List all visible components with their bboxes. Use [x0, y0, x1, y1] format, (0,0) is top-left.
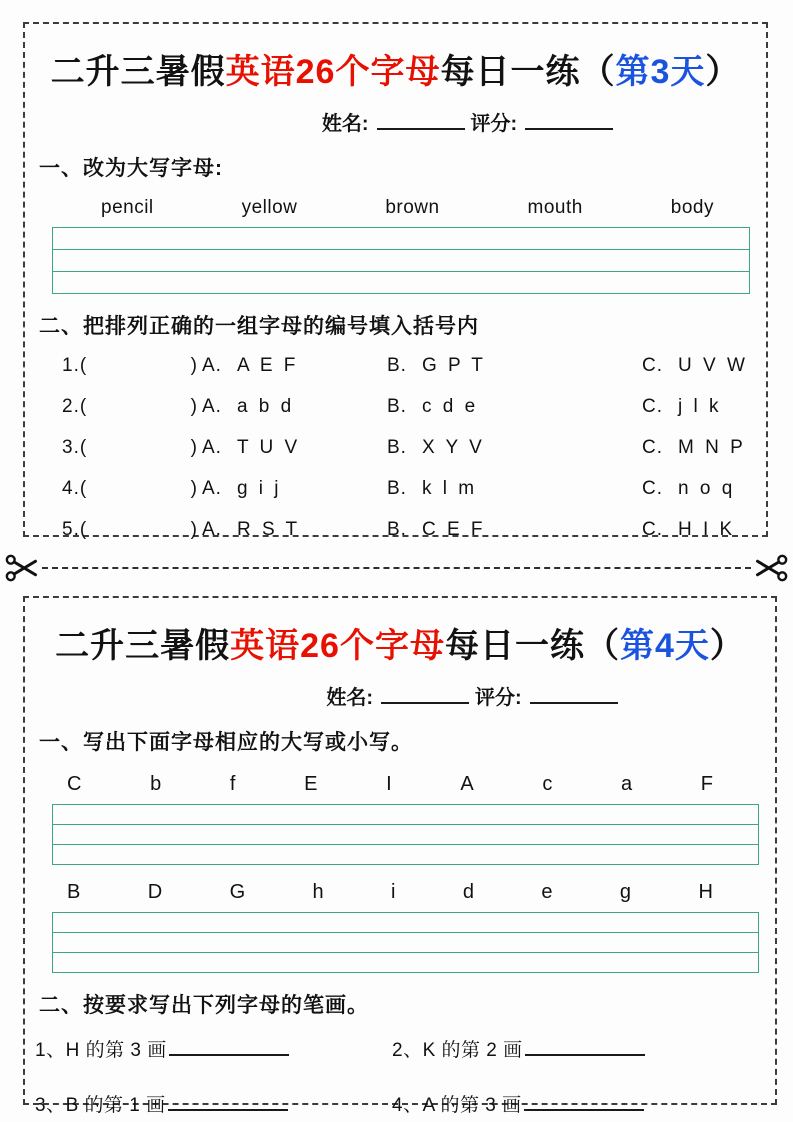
- stroke-item: [392, 1035, 775, 1062]
- stroke-blank: [524, 1090, 644, 1111]
- question-row: [25, 355, 766, 377]
- stroke-question-list: [25, 1035, 775, 1117]
- name-score-line: [25, 107, 766, 136]
- option-letters: G P T: [421, 355, 486, 376]
- option-b: [387, 437, 642, 459]
- name-blank: [377, 109, 465, 130]
- paren-close: ): [190, 355, 198, 376]
- option-label: A.: [202, 478, 222, 499]
- option-c: [642, 396, 766, 418]
- letter-item: b: [150, 773, 162, 795]
- option-c: [642, 355, 766, 377]
- question-number-cell: [62, 396, 202, 418]
- question-number: 4.: [62, 478, 80, 499]
- letter-item: d: [462, 881, 475, 903]
- title-paren-open: （: [584, 627, 620, 665]
- option-a: [202, 437, 387, 459]
- option-label: B.: [387, 478, 407, 499]
- writing-grid: [52, 227, 750, 294]
- option-label: B.: [387, 519, 407, 540]
- option-letters: U V W: [678, 355, 748, 376]
- name-score-line: [25, 681, 775, 710]
- option-c: [642, 437, 766, 459]
- option-label: A.: [202, 396, 222, 417]
- letter-item: H: [698, 881, 713, 903]
- option-a: [202, 396, 387, 418]
- stroke-label: 3、B 的第 1 画: [35, 1095, 166, 1116]
- paren-close: ): [190, 519, 198, 540]
- option-letters: T U V: [236, 437, 301, 458]
- title-prefix: 二升三暑假: [50, 53, 226, 91]
- word-item: pencil: [101, 197, 154, 218]
- title-middle: 每日一练: [440, 53, 581, 91]
- option-label: B.: [387, 396, 407, 417]
- word-item: mouth: [527, 197, 583, 218]
- option-b: [387, 396, 642, 418]
- option-letters: X Y V: [421, 437, 485, 458]
- paren-close: ): [190, 396, 198, 417]
- letter-item: C: [67, 773, 82, 795]
- option-label: B.: [387, 355, 407, 376]
- paren-open: (: [79, 519, 88, 540]
- name-blank: [381, 683, 469, 704]
- day-badge: 第3天: [615, 53, 706, 91]
- stroke-blank: [525, 1035, 645, 1056]
- word-list: [25, 197, 766, 219]
- stroke-label: 2、K 的第 2 画: [392, 1040, 523, 1061]
- grid-row: [53, 913, 758, 933]
- letter-item: F: [700, 773, 713, 795]
- scissors-icon: [753, 550, 789, 586]
- option-letters: R S T: [236, 519, 301, 540]
- letter-item: A: [460, 773, 474, 795]
- question-number: 2.: [62, 396, 80, 417]
- paren-open: (: [79, 437, 88, 458]
- writing-grid: [52, 804, 759, 865]
- title-highlight: 英语26个字母: [225, 53, 441, 91]
- question-number: 5.: [62, 519, 80, 540]
- option-label: A.: [202, 355, 222, 376]
- option-b: [387, 355, 642, 377]
- grid-row: [53, 228, 749, 250]
- option-letters: c d e: [421, 396, 479, 417]
- option-letters: j l k: [678, 396, 722, 417]
- option-label: C.: [642, 396, 663, 417]
- grid-row: [53, 845, 758, 864]
- name-label: 姓名:: [321, 113, 369, 135]
- score-label: 评分:: [470, 113, 518, 135]
- title-paren-close: ）: [705, 53, 741, 91]
- worksheet-title-day3: [25, 44, 766, 93]
- option-letters: H I K: [678, 519, 736, 540]
- grid-row: [53, 953, 758, 972]
- option-letters: C E F: [421, 519, 486, 540]
- letter-item: G: [229, 881, 246, 903]
- title-middle: 每日一练: [444, 627, 585, 665]
- worksheet-title-day4: [25, 618, 775, 667]
- question-number: 3.: [62, 437, 80, 458]
- paren-close: ): [190, 478, 198, 499]
- option-c: [642, 519, 766, 541]
- question-number-cell: [62, 437, 202, 459]
- question-row: [25, 437, 766, 459]
- stroke-item: [392, 1090, 775, 1117]
- question-row: [25, 396, 766, 418]
- letters-row-2: [25, 881, 775, 904]
- title-paren-open: （: [580, 53, 616, 91]
- paren-open: (: [79, 355, 88, 376]
- option-label: C.: [642, 519, 663, 540]
- paren-close: ): [190, 437, 198, 458]
- option-label: A.: [202, 519, 222, 540]
- question-row: [25, 519, 766, 541]
- score-label: 评分:: [475, 687, 522, 709]
- stroke-item: [35, 1090, 392, 1117]
- option-label: C.: [642, 437, 663, 458]
- score-blank: [525, 109, 613, 130]
- grid-row: [53, 933, 758, 953]
- writing-grid: [52, 912, 759, 973]
- letter-item: a: [620, 773, 633, 795]
- letter-item: B: [67, 881, 81, 903]
- dashed-cut-rule: [42, 567, 751, 569]
- letter-item: D: [147, 881, 163, 903]
- stroke-item: [35, 1035, 392, 1062]
- stroke-label: 4、A 的第 3 画: [392, 1095, 522, 1116]
- name-label: 姓名:: [326, 687, 373, 709]
- title-highlight: 英语26个字母: [230, 627, 445, 665]
- grid-row: [53, 272, 749, 293]
- day-badge: 第4天: [619, 627, 710, 665]
- letter-item: E: [304, 773, 318, 795]
- word-item: body: [670, 197, 714, 218]
- question-number-cell: [62, 519, 202, 541]
- stroke-row: [25, 1035, 775, 1062]
- cut-line: [4, 549, 789, 587]
- letter-item: c: [542, 773, 553, 795]
- option-label: B.: [387, 437, 407, 458]
- letter-item: e: [541, 881, 553, 903]
- option-letters: M N P: [678, 437, 746, 458]
- scissors-icon: [4, 550, 40, 586]
- word-item: yellow: [241, 197, 298, 218]
- option-letters: k l m: [421, 478, 478, 499]
- letter-item: h: [312, 881, 324, 903]
- option-a: [202, 519, 387, 541]
- paren-open: (: [79, 478, 88, 499]
- title-paren-close: ）: [709, 627, 745, 665]
- grid-row: [53, 825, 758, 845]
- letter-item: f: [229, 773, 236, 795]
- option-letters: a b d: [236, 396, 295, 417]
- option-label: C.: [642, 478, 663, 499]
- question-number-cell: [62, 355, 202, 377]
- title-prefix: 二升三暑假: [55, 627, 231, 665]
- question-row: [25, 478, 766, 500]
- section-heading-2: 二、把排列正确的一组字母的编号填入括号内: [39, 315, 479, 338]
- option-letters: n o q: [678, 478, 736, 499]
- grid-row: [53, 805, 758, 825]
- letter-item: g: [619, 881, 632, 903]
- option-letters: g i j: [236, 478, 282, 499]
- letters-row-1: [25, 773, 775, 796]
- option-a: [202, 478, 387, 500]
- stroke-blank: [169, 1035, 289, 1056]
- question-number: 1.: [62, 355, 80, 376]
- stroke-label: 1、H 的第 3 画: [35, 1040, 167, 1061]
- paren-open: (: [79, 396, 88, 417]
- grid-row: [53, 250, 749, 272]
- section-heading-1: 一、写出下面字母相应的大写或小写。: [39, 731, 413, 754]
- letter-item: I: [386, 773, 392, 795]
- letter-item: i: [391, 881, 396, 903]
- stroke-blank: [168, 1090, 288, 1111]
- question-number-cell: [62, 478, 202, 500]
- section-heading-2: 二、按要求写出下列字母的笔画。: [39, 994, 369, 1017]
- option-b: [387, 519, 642, 541]
- score-blank: [530, 683, 618, 704]
- option-c: [642, 478, 766, 500]
- option-letters: A E F: [236, 355, 299, 376]
- section-heading-1: 一、改为大写字母:: [39, 157, 223, 180]
- option-label: A.: [202, 437, 222, 458]
- stroke-row: [25, 1090, 775, 1117]
- section-day4: [23, 596, 777, 1116]
- question-list: [25, 355, 766, 541]
- section-day3: [23, 22, 768, 540]
- option-label: C.: [642, 355, 663, 376]
- word-item: brown: [385, 197, 440, 218]
- option-b: [387, 478, 642, 500]
- option-a: [202, 355, 387, 377]
